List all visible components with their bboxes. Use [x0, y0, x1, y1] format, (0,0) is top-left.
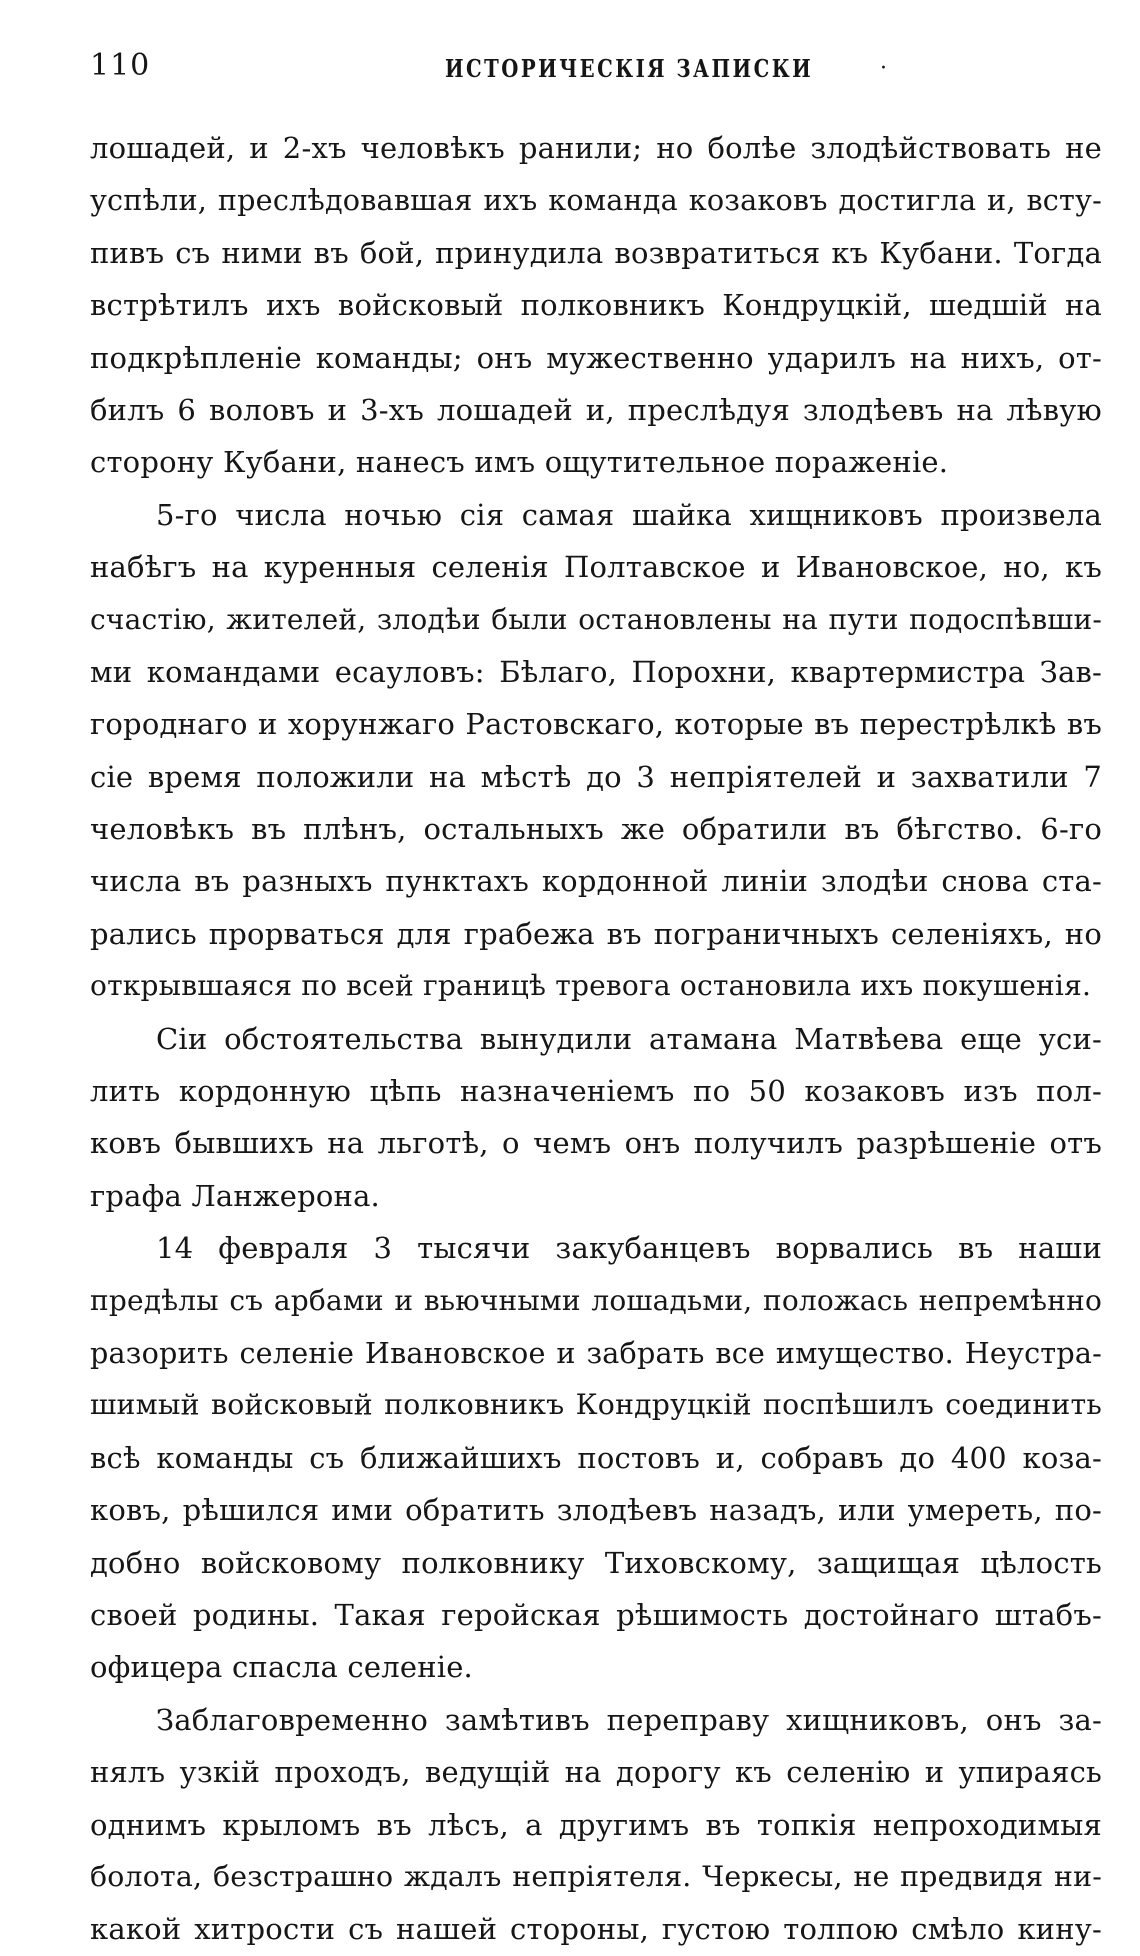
text-line: городнаго и хорунжаго Растовскаго, которые въ перестрѣлкѣ въ [90, 707, 1102, 742]
page-header [90, 48, 1102, 88]
text-line: Сіи обстоятельства вынудили атамана Матвѣева еще уси- [156, 1021, 1102, 1056]
text-line: нялъ узкій проходъ, ведущій на дорогу къ селенію и упираясь [90, 1755, 1102, 1790]
text-line: Заблаговременно замѣтивъ переправу хищниковъ, онъ за- [156, 1702, 1102, 1737]
text-line: лить кордонную цѣпь назначеніемъ по 50 козаковъ изъ пол- [90, 1074, 1102, 1109]
text-line: шимый войсковый полковникъ Кондруцкій поспѣшилъ соединить [90, 1388, 1102, 1422]
text-line: билъ 6 воловъ и 3-хъ лошадей и, преслѣдуя злодѣевъ на лѣвую [90, 392, 1102, 427]
text-line: какой хитрости съ нашей стороны, густою толпою смѣло кину- [90, 1912, 1102, 1947]
text-line: успѣли, преслѣдовавшая ихъ команда козаковъ достигла и, всту- [90, 183, 1102, 218]
text-line: ковъ, рѣшился ими обратить злодѣевъ назадъ, или умереть, по- [90, 1493, 1102, 1528]
text-line: ми командами есауловъ: Бѣлаго, Порохни, квартермистра Зав- [90, 654, 1102, 689]
text-line: графа Ланжерона. [90, 1178, 380, 1213]
text-line: подкрѣпленіе команды; онъ мужественно ударилъ на нихъ, от- [90, 340, 1102, 375]
text-line: всѣ команды съ ближайшихъ постовъ и, собравъ до 400 коза- [90, 1440, 1102, 1475]
text-line: 14 февраля 3 тысячи закубанцевъ ворвались въ наши [156, 1231, 1102, 1266]
header-mark: · [880, 56, 887, 81]
text-line: ковъ бывшихъ на льготѣ, о чемъ онъ получилъ разрѣшеніе отъ [90, 1126, 1102, 1161]
text-line: болота, безстрашно ждалъ непріятеля. Черкесы, не предвидя ни- [90, 1859, 1102, 1893]
text-line: сторону Кубани, нанесъ имъ ощутительное пораженіе. [90, 445, 949, 480]
text-line: 5-го числа ночью сія самая шайка хищниковъ произвела [156, 497, 1102, 532]
page-number: 110 [90, 48, 151, 83]
text-line: сіе время положили на мѣстѣ до 3 непріятелей и захватили 7 [90, 759, 1102, 794]
running-title: ИСТОРИЧЕСКІЯ ЗАПИСКИ [445, 54, 814, 83]
text-line: набѣгъ на куренныя селенія Полтавское и Ивановское, но, къ [90, 550, 1102, 585]
text-line: однимъ крыломъ въ лѣсъ, а другимъ въ топкія непроходимыя [90, 1807, 1102, 1842]
text-line: рались прорваться для грабежа въ пограничныхъ селеніяхъ, но [90, 916, 1102, 951]
text-line: пивъ съ ними въ бой, принудила возвратиться къ Кубани. Тогда [90, 235, 1102, 270]
text-line: встрѣтилъ ихъ войсковый полковникъ Кондруцкій, шедшій на [90, 288, 1102, 323]
text-line: разорить селеніе Ивановское и забрать все имущество. Неустра- [90, 1335, 1102, 1370]
text-line: своей родины. Такая геройская рѣшимость достойнаго штабъ- [90, 1597, 1102, 1632]
text-line: человѣкъ въ плѣнъ, остальныхъ же обратили въ бѣгство. 6-го [90, 812, 1102, 847]
text-line: лошадей, и 2-хъ человѣкъ ранили; но болѣе злодѣйствовать не [90, 131, 1102, 165]
text-line: добно войсковому полковнику Тиховскому, защищая цѣлость [90, 1545, 1102, 1580]
body-text [90, 122, 1102, 1956]
text-line: открывшаяся по всей границѣ тревога остановила ихъ покушенія. [90, 969, 1092, 1003]
text-line: офицера спасла селеніе. [90, 1650, 473, 1685]
text-line: числа въ разныхъ пунктахъ кордонной линіи злодѣи снова ста- [90, 864, 1102, 899]
text-line: предѣлы съ арбами и вьючными лошадьми, положась непремѣнно [90, 1283, 1102, 1317]
text-line: счастію, жителей, злодѣи были остановлены на пути подоспѣвши- [90, 602, 1102, 636]
